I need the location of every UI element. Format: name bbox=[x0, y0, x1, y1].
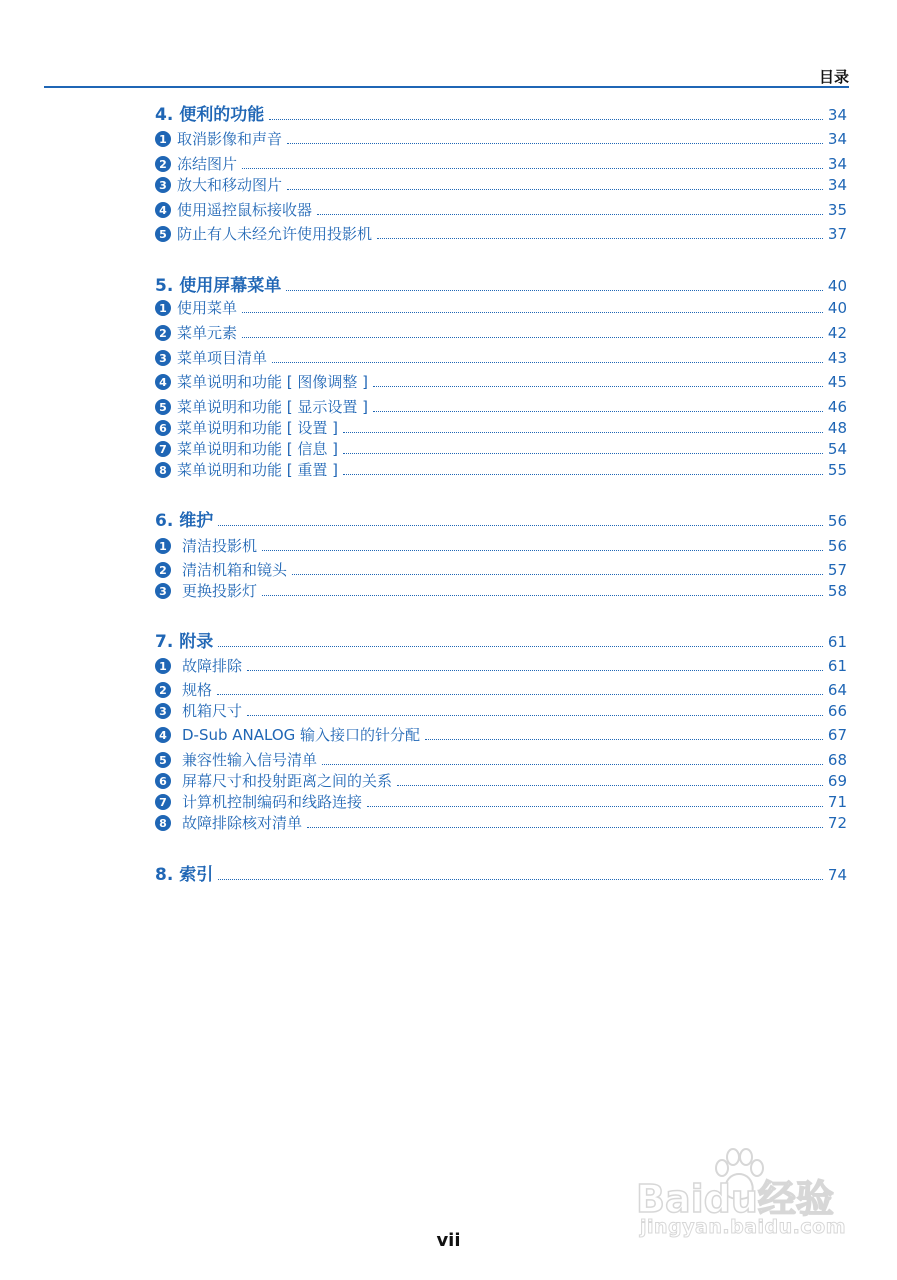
toc-page-number: 54 bbox=[827, 440, 847, 458]
toc-page-number: 55 bbox=[827, 461, 847, 479]
toc-entry-7-3[interactable] bbox=[155, 699, 847, 721]
toc-page-number: 61 bbox=[827, 657, 847, 675]
dot-leader bbox=[397, 785, 823, 786]
dot-leader bbox=[287, 189, 823, 190]
toc-entry-title: 故障排除核对清单 bbox=[182, 814, 303, 832]
toc-entry-6-2[interactable] bbox=[155, 558, 847, 580]
toc-entry-5-7[interactable] bbox=[155, 437, 847, 459]
dot-leader bbox=[317, 214, 823, 215]
toc-page-number: 43 bbox=[827, 349, 847, 367]
dot-leader bbox=[272, 362, 823, 363]
toc-entry-5-3[interactable] bbox=[155, 346, 847, 368]
toc-entry-5-1[interactable] bbox=[155, 296, 847, 318]
toc-entry-title: 机箱尺寸 bbox=[182, 702, 243, 720]
toc-chapter-6[interactable] bbox=[155, 509, 847, 531]
toc-page-number: 57 bbox=[827, 561, 847, 579]
toc-entry-title: 菜单说明和功能 [ 信息 ] bbox=[177, 440, 339, 458]
number-badge-icon: 8 bbox=[155, 462, 171, 478]
toc-chapter-title: 6. 维护 bbox=[155, 511, 214, 531]
toc-entry-title: 兼容性输入信号清单 bbox=[182, 751, 318, 769]
dot-leader bbox=[218, 525, 823, 526]
toc-page-number: 34 bbox=[827, 155, 847, 173]
toc-entry-title: 菜单说明和功能 [ 设置 ] bbox=[177, 419, 339, 437]
dot-leader bbox=[367, 806, 823, 807]
dot-leader bbox=[242, 337, 823, 338]
toc-entry-4-4[interactable] bbox=[155, 198, 847, 220]
toc-page-number: 68 bbox=[827, 751, 847, 769]
toc-entry-7-4[interactable] bbox=[155, 723, 847, 745]
toc-entry-7-8[interactable] bbox=[155, 811, 847, 833]
dot-leader bbox=[373, 411, 823, 412]
dot-leader bbox=[425, 739, 823, 740]
number-badge-icon: 3 bbox=[155, 177, 171, 193]
toc-entry-title: 更换投影灯 bbox=[182, 582, 258, 600]
toc-entry-4-5[interactable] bbox=[155, 222, 847, 244]
dot-leader bbox=[217, 694, 823, 695]
toc-entry-title: 清洁投影机 bbox=[182, 537, 258, 555]
toc-page-number: 34 bbox=[827, 130, 847, 148]
toc-page-number: 64 bbox=[827, 681, 847, 699]
toc-entry-5-2[interactable] bbox=[155, 321, 847, 343]
dot-leader bbox=[242, 168, 823, 169]
page-number: vii bbox=[436, 1230, 461, 1251]
number-badge-icon: 7 bbox=[155, 441, 171, 457]
number-badge-icon: 2 bbox=[155, 156, 171, 172]
toc-page-number: 56 bbox=[827, 512, 847, 530]
toc-entry-title: 取消影像和声音 bbox=[177, 130, 283, 148]
toc-page-number: 72 bbox=[827, 814, 847, 832]
dot-leader bbox=[343, 474, 823, 475]
number-badge-icon: 7 bbox=[155, 794, 171, 810]
dot-leader bbox=[247, 715, 823, 716]
watermark-brand: Baidu经验 bbox=[636, 1177, 834, 1221]
dot-leader bbox=[218, 646, 823, 647]
toc-entry-title: 菜单元素 bbox=[177, 324, 238, 342]
toc-page-number: 48 bbox=[827, 419, 847, 437]
toc-entry-title: 菜单项目清单 bbox=[177, 349, 268, 367]
toc-entry-title: 故障排除 bbox=[182, 657, 243, 675]
number-badge-icon: 3 bbox=[155, 703, 171, 719]
toc-page-number: 71 bbox=[827, 793, 847, 811]
toc-entry-5-8[interactable] bbox=[155, 458, 847, 480]
toc-entry-title: 放大和移动图片 bbox=[177, 176, 283, 194]
toc-entry-title: D-Sub ANALOG 输入接口的针分配 bbox=[182, 726, 421, 744]
toc-page-number: 56 bbox=[827, 537, 847, 555]
toc-entry-title: 屏幕尺寸和投射距离之间的关系 bbox=[182, 772, 393, 790]
toc-entry-7-2[interactable] bbox=[155, 678, 847, 700]
toc-entry-title: 冻结图片 bbox=[177, 155, 238, 173]
dot-leader bbox=[373, 386, 823, 387]
dot-leader bbox=[242, 312, 823, 313]
dot-leader bbox=[262, 595, 823, 596]
number-badge-icon: 4 bbox=[155, 374, 171, 390]
header-divider bbox=[44, 86, 849, 88]
baidu-jingyan-watermark bbox=[636, 1146, 856, 1246]
watermark-url: jingyan.baidu.com bbox=[640, 1216, 846, 1238]
number-badge-icon: 2 bbox=[155, 682, 171, 698]
toc-entry-title: 菜单说明和功能 [ 重置 ] bbox=[177, 461, 339, 479]
number-badge-icon: 1 bbox=[155, 131, 171, 147]
dot-leader bbox=[322, 764, 823, 765]
toc-entry-title: 菜单说明和功能 [ 显示设置 ] bbox=[177, 398, 369, 416]
dot-leader bbox=[218, 879, 823, 880]
number-badge-icon: 5 bbox=[155, 226, 171, 242]
number-badge-icon: 8 bbox=[155, 815, 171, 831]
toc-entry-6-1[interactable] bbox=[155, 534, 847, 556]
toc-entry-6-3[interactable] bbox=[155, 579, 847, 601]
number-badge-icon: 2 bbox=[155, 325, 171, 341]
toc-chapter-4[interactable] bbox=[155, 103, 847, 125]
toc-page-number: 69 bbox=[827, 772, 847, 790]
toc-page-number: 61 bbox=[827, 633, 847, 651]
toc-chapter-7[interactable] bbox=[155, 630, 847, 652]
number-badge-icon: 1 bbox=[155, 538, 171, 554]
toc-page-number: 66 bbox=[827, 702, 847, 720]
toc-chapter-title: 4. 便利的功能 bbox=[155, 105, 265, 125]
toc-entry-4-1[interactable] bbox=[155, 127, 847, 149]
toc-entry-4-2[interactable] bbox=[155, 152, 847, 174]
toc-entry-4-3[interactable] bbox=[155, 173, 847, 195]
toc-entry-title: 菜单说明和功能 [ 图像调整 ] bbox=[177, 373, 369, 391]
toc-entry-7-6[interactable] bbox=[155, 769, 847, 791]
number-badge-icon: 4 bbox=[155, 727, 171, 743]
toc-page-number: 40 bbox=[827, 299, 847, 317]
number-badge-icon: 5 bbox=[155, 752, 171, 768]
toc-page-number: 42 bbox=[827, 324, 847, 342]
toc-chapter-title: 7. 附录 bbox=[155, 632, 214, 652]
toc-page-number: 58 bbox=[827, 582, 847, 600]
toc-entry-5-4[interactable] bbox=[155, 370, 847, 392]
toc-entry-title: 计算机控制编码和线路连接 bbox=[182, 793, 363, 811]
number-badge-icon: 2 bbox=[155, 562, 171, 578]
dot-leader bbox=[343, 432, 823, 433]
number-badge-icon: 1 bbox=[155, 658, 171, 674]
toc-entry-title: 使用遥控鼠标接收器 bbox=[177, 201, 313, 219]
number-badge-icon: 3 bbox=[155, 583, 171, 599]
toc-chapter-8[interactable] bbox=[155, 863, 847, 885]
number-badge-icon: 3 bbox=[155, 350, 171, 366]
number-badge-icon: 1 bbox=[155, 300, 171, 316]
dot-leader bbox=[287, 143, 823, 144]
toc-page-number: 45 bbox=[827, 373, 847, 391]
dot-leader bbox=[262, 550, 823, 551]
dot-leader bbox=[307, 827, 823, 828]
toc-entry-title: 清洁机箱和镜头 bbox=[182, 561, 288, 579]
dot-leader bbox=[269, 119, 823, 120]
number-badge-icon: 6 bbox=[155, 420, 171, 436]
toc-page-number: 34 bbox=[827, 176, 847, 194]
toc-entry-7-1[interactable] bbox=[155, 654, 847, 676]
toc-entry-5-5[interactable] bbox=[155, 395, 847, 417]
toc-page-number: 35 bbox=[827, 201, 847, 219]
toc-page-number: 37 bbox=[827, 225, 847, 243]
toc-entry-title: 使用菜单 bbox=[177, 299, 238, 317]
dot-leader bbox=[247, 670, 823, 671]
dot-leader bbox=[377, 238, 823, 239]
toc-page-number: 67 bbox=[827, 726, 847, 744]
dot-leader bbox=[286, 290, 823, 291]
dot-leader bbox=[292, 574, 823, 575]
toc-entry-7-5[interactable] bbox=[155, 748, 847, 770]
number-badge-icon: 5 bbox=[155, 399, 171, 415]
section-header-title: 目录 bbox=[818, 68, 849, 86]
number-badge-icon: 4 bbox=[155, 202, 171, 218]
toc-chapter-title: 5. 使用屏幕菜单 bbox=[155, 276, 282, 296]
toc-chapter-5[interactable] bbox=[155, 274, 847, 296]
toc-page-number: 74 bbox=[827, 866, 847, 884]
toc-entry-5-6[interactable] bbox=[155, 416, 847, 438]
number-badge-icon: 6 bbox=[155, 773, 171, 789]
toc-page-number: 46 bbox=[827, 398, 847, 416]
toc-page-number: 34 bbox=[827, 106, 847, 124]
toc-page-number: 40 bbox=[827, 277, 847, 295]
toc-entry-7-7[interactable] bbox=[155, 790, 847, 812]
toc-chapter-title: 8. 索引 bbox=[155, 865, 214, 885]
toc-entry-title: 规格 bbox=[182, 681, 213, 699]
toc-entry-title: 防止有人未经允许使用投影机 bbox=[177, 225, 373, 243]
dot-leader bbox=[343, 453, 823, 454]
